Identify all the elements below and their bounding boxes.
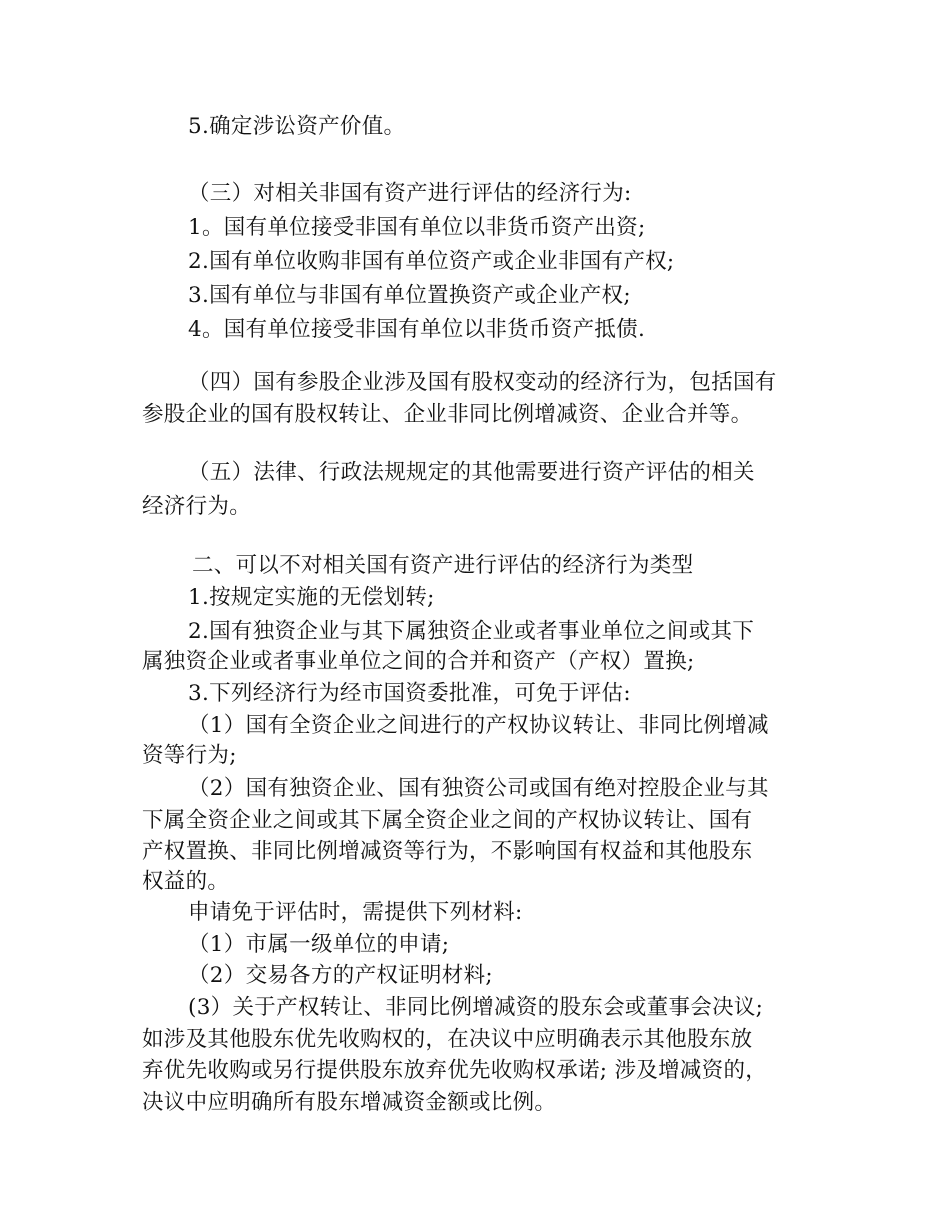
text-line-continuation: 下属全资企业之间或其下属全资企业之间的产权协议转让、国有: [142, 808, 753, 833]
text-line-continuation: 属独资企业或者事业单位之间的合并和资产（产权）置换;: [142, 649, 695, 674]
text-line-item-1: 1。国有单位接受非国有单位以非货币资产出资;: [188, 215, 646, 240]
text-line-continuation: 参股企业的国有股权转让、企业非同比例增减资、企业合并等。: [142, 402, 753, 427]
text-line-continuation: 资等行为;: [142, 743, 237, 768]
text-line-item-1: 1.按规定实施的无偿划转;: [188, 585, 435, 610]
text-line-continuation: 经济行为。: [142, 494, 252, 519]
text-line-subitem-2: （2）交易各方的产权证明材料;: [188, 963, 493, 988]
text-line-item-4: 4。国有单位接受非国有单位以非货币资产抵债.: [188, 317, 646, 342]
section-heading-part-2: 二、可以不对相关国有资产进行评估的经济行为类型: [192, 553, 694, 578]
text-line-paragraph: 申请免于评估时，需提供下列材料:: [188, 900, 523, 925]
text-line-subitem-1: （1）市属一级单位的申请;: [188, 932, 450, 957]
text-line-item-2: 2.国有单位收购非国有单位资产或企业非国有产权;: [188, 249, 675, 274]
text-line-item-3: 3.下列经济行为经市国资委批准，可免于评估:: [188, 681, 631, 706]
section-heading-3: （三）对相关非国有资产进行评估的经济行为:: [188, 181, 632, 206]
text-line-continuation: 如涉及其他股东优先收购权的，在决议中应明确表示其他股东放: [142, 1027, 753, 1052]
text-line-item-3: 3.国有单位与非国有单位置换资产或企业产权;: [188, 283, 631, 308]
text-line-continuation: 弃优先收购或另行提供股东放弃优先收购权承诺; 涉及增减资的，: [142, 1058, 768, 1083]
section-heading-5: （五）法律、行政法规规定的其他需要进行资产评估的相关: [188, 460, 755, 485]
section-heading-4: （四）国有参股企业涉及国有股权变动的经济行为，包括国有: [188, 370, 777, 395]
text-line-item-5: 5.确定涉讼资产价值。: [188, 114, 406, 139]
text-line-item-2: 2.国有独资企业与其下属独资企业或者事业单位之间或其下: [188, 619, 755, 644]
text-line-continuation: 权益的。: [142, 869, 230, 894]
text-line-continuation: 决议中应明确所有股东增减资金额或比例。: [142, 1090, 557, 1115]
text-line-continuation: 产权置换、非同比例增减资等行为，不影响国有权益和其他股东: [142, 839, 753, 864]
text-line-subitem-2: （2）国有独资企业、国有独资公司或国有绝对控股企业与其: [188, 776, 769, 801]
text-line-subitem-3: (3）关于产权转让、非同比例增减资的股东会或董事会决议;: [188, 995, 764, 1020]
text-line-subitem-1: （1）国有全资企业之间进行的产权协议转让、非同比例增减: [188, 713, 769, 738]
